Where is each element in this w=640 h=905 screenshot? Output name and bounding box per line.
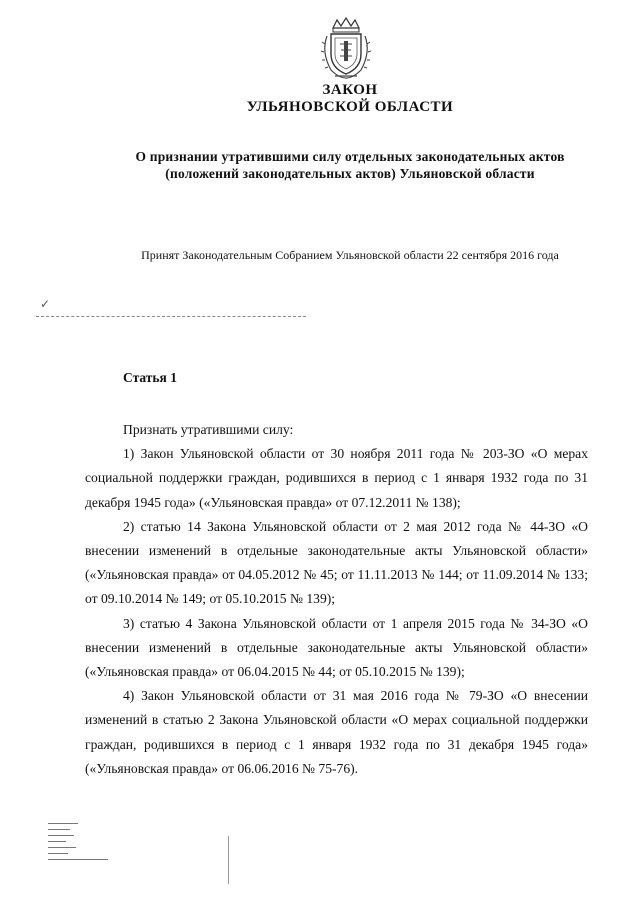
article-paragraph: 2) статью 14 Закона Ульяновской области от 2 мая 2012 года № 44-ЗО «О внесении изменений в отдельные законодательные акты Ульяновской области» («Ульяновская правда» от 04.05.2012 № 45; от 11.11.2013 № 144; от 11.09.2014 № 133; от 09.10.2014 № 149; от 05.10.2015 № 139);: [85, 518, 588, 607]
scan-mark: ✓: [40, 297, 51, 311]
region-title: УЛЬЯНОВСКОЙ ОБЛАСТИ: [246, 99, 454, 115]
law-label: ЗАКОН: [322, 82, 378, 98]
law-title-line-1: О признании утратившими силу отдельных законодательных актов: [135, 149, 565, 164]
coat-of-arms-icon: [311, 14, 381, 84]
article-paragraph: 3) статью 4 Закона Ульяновской области от 1 апреля 2015 года № 34-ЗО «О внесении изменений в отдельные законодательные акты Ульяновской области» («Ульяновская правда» от 06.04.2015 № 44; от 05.10.2015 № 139);: [85, 615, 588, 680]
scan-artifact-line: [228, 836, 229, 884]
adoption-note: Принят Законодательным Собранием Ульяновской области 22 сентября 2016 года: [141, 248, 559, 262]
separator-line: [36, 316, 306, 317]
law-title-line-2: (положений законодательных актов) Ульяновской области: [165, 166, 535, 181]
article-paragraph: Признать утратившими силу:: [123, 422, 294, 437]
article-heading: Статья 1: [123, 370, 177, 385]
article-paragraph: 1) Закон Ульяновской области от 30 ноября 2011 года № 203-ЗО «О мерах социальной поддержки граждан, родившихся в период с 1 января 1932 года по 31 декабря 1945 года» («Ульяновская правда» от 07.12.2011 № 138);: [85, 446, 588, 510]
article-body: [85, 418, 588, 781]
scan-stamp: [48, 823, 118, 883]
article-paragraph: 4) Закон Ульяновской области от 31 мая 2016 года № 79-ЗО «О внесении изменений в статью 2 Закона Ульяновской области «О мерах социальной поддержки граждан, родившихся в период с 1 января 1932 года по 31 декабря 1945 года» («Ульяновская правда» от 06.06.2016 № 75-76).: [85, 688, 588, 776]
